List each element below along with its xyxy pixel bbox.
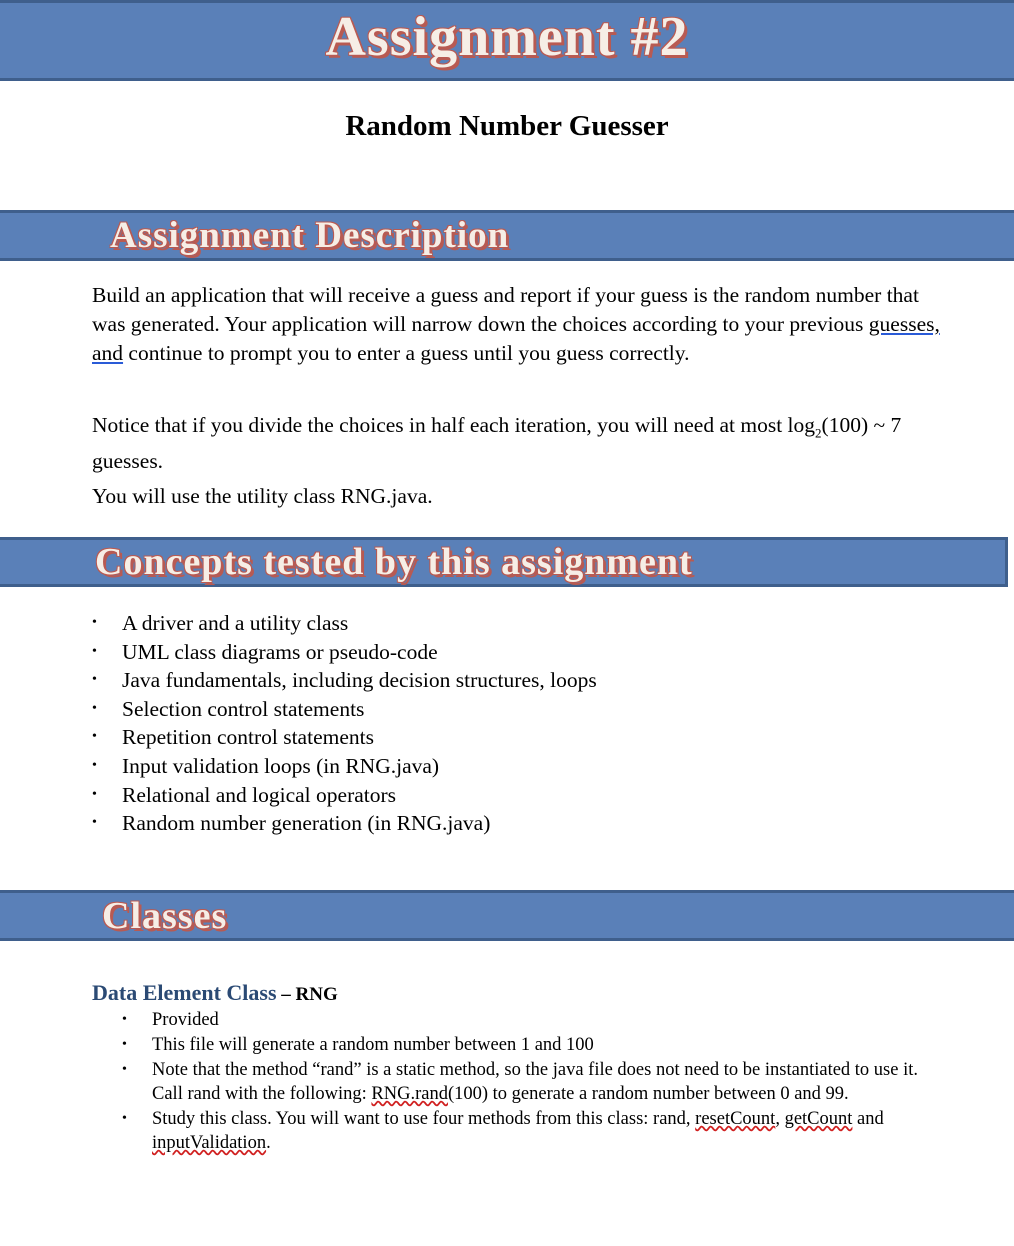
class-type: Data Element Class (92, 980, 277, 1005)
description-paragraph-3: You will use the utility class RNG.java. (92, 484, 433, 508)
list-item (122, 1107, 932, 1155)
classes-heading: Classes (102, 895, 228, 937)
grammar-flag[interactable]: guesses, and (92, 312, 940, 365)
concepts-banner (0, 537, 1008, 587)
text: . (266, 1133, 271, 1153)
spelling-flag[interactable]: getCount (784, 1109, 853, 1129)
text: Notice that if you divide the choices in half each iteration, you will need at most log (92, 413, 816, 437)
description-heading: Assignment Description (110, 215, 510, 256)
list-item: • Relational and logical operators (92, 781, 597, 810)
classes-banner (0, 890, 1014, 941)
class-details-list (122, 1008, 932, 1156)
text: Study this class. You will want to use four methods from this class: rand, (152, 1109, 696, 1129)
list-item: • Selection control statements (92, 695, 597, 724)
list-item (122, 1058, 932, 1106)
text: Note that the method “rand” is a static method, so the java file does not need to be instantiated to use it. Call rand with the following: (152, 1060, 918, 1104)
subtitle: Random Number Guesser (345, 110, 669, 142)
spelling-flag[interactable]: RNG.rand (371, 1084, 448, 1104)
list-item: • A driver and a utility class (92, 609, 597, 638)
description-paragraph-1 (92, 281, 942, 368)
list-item: • This file will generate a random number between 1 and 100 (122, 1033, 932, 1057)
spelling-flag[interactable]: resetCount (695, 1109, 776, 1129)
spelling-flag[interactable]: inputValidation (152, 1133, 267, 1153)
list-item: • Provided (122, 1008, 932, 1032)
text: continue to prompt you to enter a guess until you guess correctly. (123, 341, 690, 365)
concepts-heading: Concepts tested by this assignment (95, 541, 693, 583)
description-paragraph-2 (92, 411, 942, 476)
document-title: Assignment #2 (325, 6, 689, 68)
description-banner (0, 210, 1014, 261)
text: Build an application that will receive a guess and report if your guess is the random number that was generated. Your application will narrow down the choices according to your previous (92, 283, 919, 336)
text: and (852, 1109, 884, 1129)
list-item: • Java fundamentals, including decision structures, loops (92, 666, 597, 695)
concepts-list (92, 609, 597, 838)
text: , (775, 1109, 785, 1129)
list-item: • UML class diagrams or pseudo-code (92, 638, 597, 667)
class-name: – RNG (276, 984, 338, 1005)
title-banner (0, 0, 1014, 81)
class-subheading (92, 980, 338, 1006)
text: (100) ~ 7 guesses. (92, 413, 902, 474)
text: (100) to generate a random number between 0 and 99. (447, 1084, 849, 1104)
list-item: • Random number generation (in RNG.java) (92, 809, 597, 838)
list-item: • Repetition control statements (92, 723, 597, 752)
list-item: • Input validation loops (in RNG.java) (92, 752, 597, 781)
subscript: 2 (815, 425, 822, 441)
